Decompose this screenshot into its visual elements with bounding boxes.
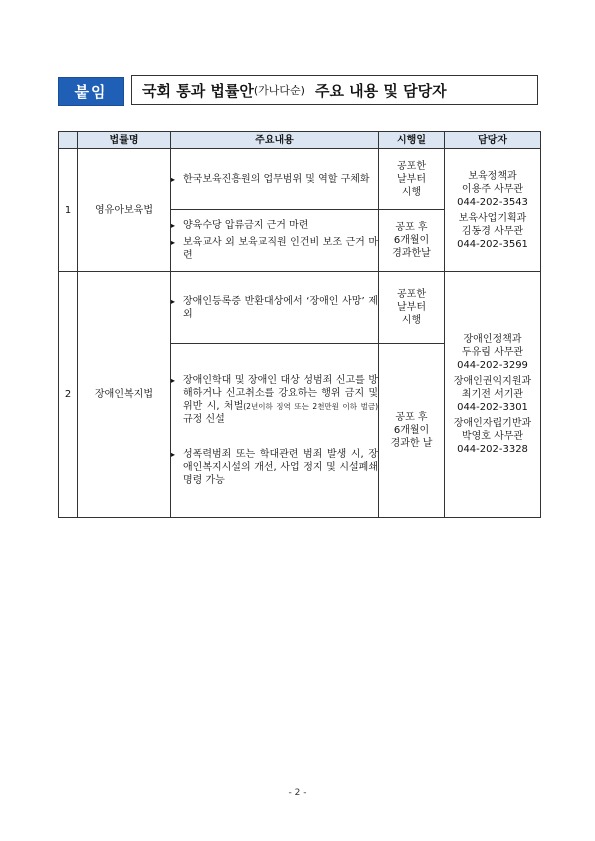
header-date: 시행일 [379, 132, 445, 149]
title-main-2: 주요 내용 및 담당자 [314, 81, 447, 100]
row-number: 2 [59, 272, 78, 518]
content-item [171, 374, 378, 426]
content-text: 장애인학대 및 장애인 대상 성범죄 신고를 방해하거나 신고취소를 강요하는 행위 금지 및 위반 시, 처벌 [183, 375, 378, 412]
contact-phone: 044-202-3299 [457, 360, 528, 371]
content-item: ▸ 성폭력범죄 또는 학대관련 범죄 발생 시, 장애인복지시설의 개선, 사업 정지 및 시설폐쇄 명령 가능 [171, 448, 378, 487]
title-sub: (가나다순) [253, 84, 305, 97]
row-number: 1 [59, 149, 78, 272]
date-cell [379, 210, 445, 272]
date-line: 시행 [401, 315, 422, 326]
law-name: 영유아보육법 [78, 149, 171, 272]
appendix-badge: 붙임 [58, 77, 124, 106]
contact-cell [445, 149, 541, 272]
table-header-row [59, 132, 541, 149]
contact-person: 김동경 사무관 [461, 225, 524, 237]
date-cell [379, 344, 445, 518]
content-cell [171, 149, 379, 210]
content-cell [171, 272, 379, 344]
law-table [58, 131, 541, 518]
title-main: 국회 통과 법률안 [142, 81, 254, 100]
date-line: 공포 후 [395, 412, 428, 423]
content-item: ▸ 보육교사 외 보육교직원 인건비 보조 근거 마련 [171, 236, 378, 262]
contact-dept: 장애인정책과 [463, 334, 522, 345]
date-line: 공포한 [397, 289, 426, 300]
date-line: 날부터 [397, 302, 426, 313]
content-item: ▸ 장애인등록증 반환대상에서 ‘장애인 사망’ 제외 [171, 295, 378, 321]
date-line: 6개월이 [393, 235, 430, 246]
contact-cell [445, 272, 541, 518]
date-cell [379, 272, 445, 344]
penalty-note: (2년이하 징역 또는 2천만원 이하 벌금) [243, 402, 378, 411]
contact-phone: 044-202-3543 [457, 196, 528, 208]
header-num [59, 132, 78, 149]
contact-phone: 044-202-3328 [457, 444, 528, 455]
contact-dept: 보육정책과 [468, 170, 517, 182]
date-line: 시행 [401, 186, 422, 198]
date-line: 공포한 [397, 160, 426, 172]
date-line: 경과한 날 [390, 438, 433, 449]
header-law: 법률명 [78, 132, 171, 149]
date-line: 공포 후 [395, 222, 428, 233]
page-number: - 2 - [288, 788, 307, 798]
content-item: ▸ 한국보육진흥원의 업무범위 및 역할 구체화 [171, 173, 378, 186]
contact-dept: 장애인자립기반과 [453, 418, 532, 429]
contact-dept: 장애인권익지원과 [453, 376, 532, 387]
table-row [59, 272, 541, 344]
header-contact: 담당자 [445, 132, 541, 149]
content-cell [171, 344, 379, 518]
table-row [59, 149, 541, 210]
contact-person: 두유림 사무관 [461, 347, 524, 358]
date-line: 6개월이 [393, 425, 430, 436]
contact-person: 이용주 사무관 [461, 183, 524, 195]
contact-phone: 044-202-3561 [457, 238, 528, 250]
page-title [131, 75, 538, 105]
content-item: ▸ 양육수당 압류금지 근거 마련 [171, 219, 378, 232]
date-cell [379, 149, 445, 210]
date-line: 날부터 [397, 173, 426, 185]
contact-dept: 보육사업기획과 [458, 212, 527, 224]
content-text: 규정 신설 [183, 414, 225, 425]
date-line: 경과한날 [392, 248, 431, 259]
law-name: 장애인복지법 [78, 272, 171, 518]
contact-phone: 044-202-3301 [457, 402, 528, 413]
contact-person: 최기전 서기관 [461, 389, 524, 400]
content-cell [171, 210, 379, 272]
header-content: 주요내용 [171, 132, 379, 149]
contact-person: 박영호 사무관 [461, 431, 524, 442]
